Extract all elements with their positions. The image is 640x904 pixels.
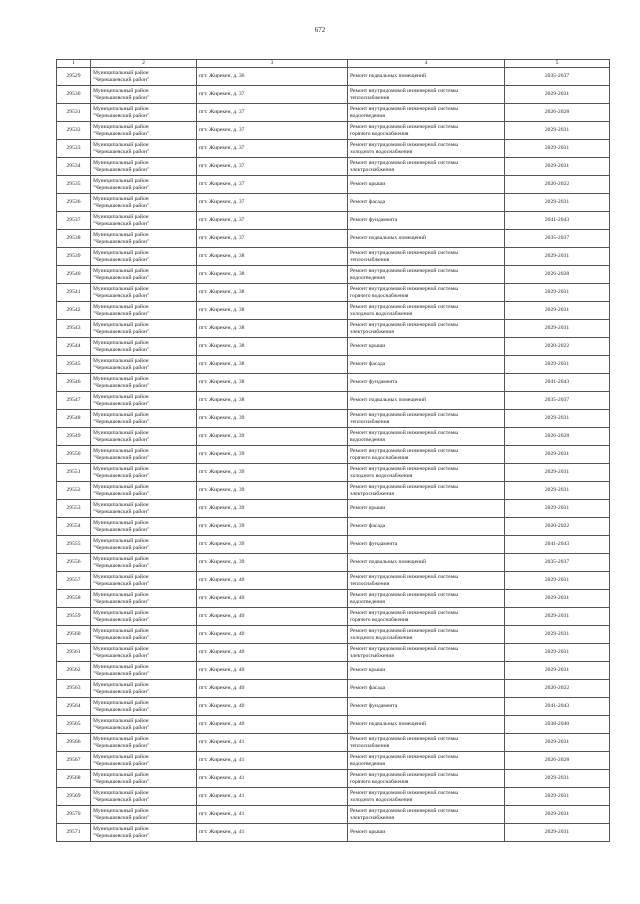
address-cell: пгт. Жирекен, д. 37 xyxy=(197,86,348,104)
table-row xyxy=(57,716,610,734)
address-cell: пгт. Жирекен, д. 38 xyxy=(197,284,348,302)
municipality-cell: Муниципальный район "Чернышевский район" xyxy=(91,482,197,500)
address-cell: пгт. Жирекен, д. 39 xyxy=(197,536,348,554)
address-cell: пгт. Жирекен, д. 41 xyxy=(197,788,348,806)
address-cell: пгт. Жирекен, д. 41 xyxy=(197,824,348,842)
period-cell: 2029-2031 xyxy=(505,626,610,644)
work-type-cell: Ремонт подвальных помещений xyxy=(348,68,505,86)
work-type-cell: Ремонт подвальных помещений xyxy=(348,716,505,734)
period-cell: 2041-2043 xyxy=(505,698,610,716)
address-cell: пгт. Жирекен, д. 41 xyxy=(197,752,348,770)
row-number: 29568 xyxy=(57,770,91,788)
work-type-cell: Ремонт внутридомовой инженерной системы холодного водоснабжения xyxy=(348,626,505,644)
period-cell: 2029-2031 xyxy=(505,446,610,464)
address-cell: пгт. Жирекен, д. 40 xyxy=(197,608,348,626)
period-cell: 2029-2031 xyxy=(505,608,610,626)
row-number: 29559 xyxy=(57,608,91,626)
row-number: 29529 xyxy=(57,68,91,86)
row-number: 29565 xyxy=(57,716,91,734)
address-cell: пгт. Жирекен, д. 37 xyxy=(197,104,348,122)
address-cell: пгт. Жирекен, д. 38 xyxy=(197,338,348,356)
work-type-cell: Ремонт внутридомовой инженерной системы электроснабжения xyxy=(348,644,505,662)
row-number: 29570 xyxy=(57,806,91,824)
address-cell: пгт. Жирекен, д. 39 xyxy=(197,518,348,536)
table-row xyxy=(57,356,610,374)
municipality-cell: Муниципальный район "Чернышевский район" xyxy=(91,158,197,176)
header-col-2: 2 xyxy=(91,60,197,68)
table-row xyxy=(57,374,610,392)
table-row xyxy=(57,338,610,356)
work-type-cell: Ремонт фасада xyxy=(348,518,505,536)
table-row xyxy=(57,626,610,644)
municipality-cell: Муниципальный район "Чернышевский район" xyxy=(91,680,197,698)
period-cell: 2020-2022 xyxy=(505,338,610,356)
municipality-cell: Муниципальный район "Чернышевский район" xyxy=(91,68,197,86)
row-number: 29558 xyxy=(57,590,91,608)
municipality-cell: Муниципальный район "Чернышевский район" xyxy=(91,626,197,644)
period-cell: 2029-2031 xyxy=(505,572,610,590)
table-row xyxy=(57,302,610,320)
header-col-4: 4 xyxy=(348,60,505,68)
period-cell: 2029-2031 xyxy=(505,356,610,374)
table-row xyxy=(57,824,610,842)
table-row xyxy=(57,608,610,626)
table-row xyxy=(57,230,610,248)
row-number: 29534 xyxy=(57,158,91,176)
row-number: 29530 xyxy=(57,86,91,104)
work-type-cell: Ремонт крыши xyxy=(348,500,505,518)
period-cell: 2029-2031 xyxy=(505,734,610,752)
municipality-cell: Муниципальный район "Чернышевский район" xyxy=(91,572,197,590)
table-row xyxy=(57,176,610,194)
row-number: 29544 xyxy=(57,338,91,356)
row-number: 29556 xyxy=(57,554,91,572)
work-type-cell: Ремонт внутридомовой инженерной системы теплоснабжения xyxy=(348,248,505,266)
row-number: 29553 xyxy=(57,500,91,518)
table-row xyxy=(57,284,610,302)
period-cell: 2029-2031 xyxy=(505,770,610,788)
repair-schedule-table xyxy=(56,59,610,842)
period-cell: 2029-2031 xyxy=(505,158,610,176)
row-number: 29548 xyxy=(57,410,91,428)
work-type-cell: Ремонт внутридомовой инженерной системы электроснабжения xyxy=(348,320,505,338)
period-cell: 2029-2031 xyxy=(505,644,610,662)
period-cell: 2026-2028 xyxy=(505,752,610,770)
municipality-cell: Муниципальный район "Чернышевский район" xyxy=(91,752,197,770)
address-cell: пгт. Жирекен, д. 39 xyxy=(197,464,348,482)
table-row xyxy=(57,158,610,176)
period-cell: 2029-2031 xyxy=(505,824,610,842)
row-number: 29547 xyxy=(57,392,91,410)
row-number: 29563 xyxy=(57,680,91,698)
address-cell: пгт. Жирекен, д. 40 xyxy=(197,698,348,716)
work-type-cell: Ремонт крыши xyxy=(348,824,505,842)
period-cell: 2029-2031 xyxy=(505,194,610,212)
row-number: 29551 xyxy=(57,464,91,482)
address-cell: пгт. Жирекен, д. 39 xyxy=(197,500,348,518)
period-cell: 2026-2028 xyxy=(505,428,610,446)
address-cell: пгт. Жирекен, д. 39 xyxy=(197,554,348,572)
row-number: 29533 xyxy=(57,140,91,158)
row-number: 29562 xyxy=(57,662,91,680)
address-cell: пгт. Жирекен, д. 38 xyxy=(197,320,348,338)
period-cell: 2029-2031 xyxy=(505,590,610,608)
table-row xyxy=(57,212,610,230)
work-type-cell: Ремонт подвальных помещений xyxy=(348,554,505,572)
period-cell: 2029-2031 xyxy=(505,464,610,482)
table-row xyxy=(57,806,610,824)
address-cell: пгт. Жирекен, д. 37 xyxy=(197,176,348,194)
table-row xyxy=(57,680,610,698)
address-cell: пгт. Жирекен, д. 37 xyxy=(197,122,348,140)
municipality-cell: Муниципальный район "Чернышевский район" xyxy=(91,554,197,572)
municipality-cell: Муниципальный район "Чернышевский район" xyxy=(91,266,197,284)
work-type-cell: Ремонт внутридомовой инженерной системы горячего водоснабжения xyxy=(348,608,505,626)
table-header xyxy=(57,60,610,68)
period-cell: 2038-2040 xyxy=(505,716,610,734)
row-number: 29569 xyxy=(57,788,91,806)
period-cell: 2029-2031 xyxy=(505,662,610,680)
work-type-cell: Ремонт внутридомовой инженерной системы электроснабжения xyxy=(348,806,505,824)
work-type-cell: Ремонт фасада xyxy=(348,356,505,374)
period-cell: 2035-2037 xyxy=(505,68,610,86)
municipality-cell: Муниципальный район "Чернышевский район" xyxy=(91,392,197,410)
work-type-cell: Ремонт внутридомовой инженерной системы водоотведения xyxy=(348,428,505,446)
period-cell: 2035-2037 xyxy=(505,230,610,248)
table-row xyxy=(57,86,610,104)
work-type-cell: Ремонт внутридомовой инженерной системы холодного водоснабжения xyxy=(348,140,505,158)
row-number: 29567 xyxy=(57,752,91,770)
row-number: 29532 xyxy=(57,122,91,140)
address-cell: пгт. Жирекен, д. 39 xyxy=(197,482,348,500)
municipality-cell: Муниципальный район "Чернышевский район" xyxy=(91,734,197,752)
period-cell: 2026-2028 xyxy=(505,266,610,284)
work-type-cell: Ремонт внутридомовой инженерной системы горячего водоснабжения xyxy=(348,770,505,788)
table-row xyxy=(57,464,610,482)
table-row xyxy=(57,500,610,518)
address-cell: пгт. Жирекен, д. 41 xyxy=(197,770,348,788)
address-cell: пгт. Жирекен, д. 38 xyxy=(197,248,348,266)
address-cell: пгт. Жирекен, д. 40 xyxy=(197,572,348,590)
work-type-cell: Ремонт внутридомовой инженерной системы водоотведения xyxy=(348,752,505,770)
municipality-cell: Муниципальный район "Чернышевский район" xyxy=(91,500,197,518)
address-cell: пгт. Жирекен, д. 38 xyxy=(197,302,348,320)
row-number: 29554 xyxy=(57,518,91,536)
period-cell: 2029-2031 xyxy=(505,86,610,104)
period-cell: 2029-2031 xyxy=(505,806,610,824)
work-type-cell: Ремонт внутридомовой инженерной системы горячего водоснабжения xyxy=(348,284,505,302)
table-row xyxy=(57,320,610,338)
row-number: 29531 xyxy=(57,104,91,122)
municipality-cell: Муниципальный район "Чернышевский район" xyxy=(91,212,197,230)
municipality-cell: Муниципальный район "Чернышевский район" xyxy=(91,104,197,122)
work-type-cell: Ремонт фундамента xyxy=(348,536,505,554)
table-row xyxy=(57,248,610,266)
row-number: 29539 xyxy=(57,248,91,266)
period-cell: 2029-2031 xyxy=(505,122,610,140)
municipality-cell: Муниципальный район "Чернышевский район" xyxy=(91,248,197,266)
municipality-cell: Муниципальный район "Чернышевский район" xyxy=(91,806,197,824)
work-type-cell: Ремонт фасада xyxy=(348,680,505,698)
work-type-cell: Ремонт крыши xyxy=(348,338,505,356)
table-row xyxy=(57,554,610,572)
municipality-cell: Муниципальный район "Чернышевский район" xyxy=(91,374,197,392)
period-cell: 2020-2022 xyxy=(505,176,610,194)
table-row xyxy=(57,68,610,86)
address-cell: пгт. Жирекен, д. 37 xyxy=(197,158,348,176)
address-cell: пгт. Жирекен, д. 38 xyxy=(197,392,348,410)
work-type-cell: Ремонт внутридомовой инженерной системы теплоснабжения xyxy=(348,572,505,590)
municipality-cell: Муниципальный район "Чернышевский район" xyxy=(91,698,197,716)
work-type-cell: Ремонт внутридомовой инженерной системы горячего водоснабжения xyxy=(348,446,505,464)
address-cell: пгт. Жирекен, д. 40 xyxy=(197,662,348,680)
row-number: 29566 xyxy=(57,734,91,752)
work-type-cell: Ремонт внутридомовой инженерной системы холодного водоснабжения xyxy=(348,788,505,806)
row-number: 29571 xyxy=(57,824,91,842)
municipality-cell: Муниципальный район "Чернышевский район" xyxy=(91,536,197,554)
period-cell: 2035-2037 xyxy=(505,392,610,410)
municipality-cell: Муниципальный район "Чернышевский район" xyxy=(91,320,197,338)
row-number: 29560 xyxy=(57,626,91,644)
row-number: 29541 xyxy=(57,284,91,302)
municipality-cell: Муниципальный район "Чернышевский район" xyxy=(91,446,197,464)
work-type-cell: Ремонт подвальных помещений xyxy=(348,392,505,410)
work-type-cell: Ремонт внутридомовой инженерной системы теплоснабжения xyxy=(348,734,505,752)
period-cell: 2029-2031 xyxy=(505,302,610,320)
period-cell: 2029-2031 xyxy=(505,788,610,806)
table-row xyxy=(57,572,610,590)
header-col-5: 5 xyxy=(505,60,610,68)
municipality-cell: Муниципальный район "Чернышевский район" xyxy=(91,86,197,104)
table-row xyxy=(57,698,610,716)
municipality-cell: Муниципальный район "Чернышевский район" xyxy=(91,716,197,734)
work-type-cell: Ремонт внутридомовой инженерной системы теплоснабжения xyxy=(348,410,505,428)
row-number: 29546 xyxy=(57,374,91,392)
table-row xyxy=(57,482,610,500)
municipality-cell: Муниципальный район "Чернышевский район" xyxy=(91,122,197,140)
address-cell: пгт. Жирекен, д. 40 xyxy=(197,680,348,698)
table-row xyxy=(57,410,610,428)
work-type-cell: Ремонт внутридомовой инженерной системы теплоснабжения xyxy=(348,86,505,104)
municipality-cell: Муниципальный район "Чернышевский район" xyxy=(91,230,197,248)
table-row xyxy=(57,662,610,680)
municipality-cell: Муниципальный район "Чернышевский район" xyxy=(91,644,197,662)
municipality-cell: Муниципальный район "Чернышевский район" xyxy=(91,518,197,536)
address-cell: пгт. Жирекен, д. 37 xyxy=(197,230,348,248)
work-type-cell: Ремонт крыши xyxy=(348,176,505,194)
municipality-cell: Муниципальный район "Чернышевский район" xyxy=(91,662,197,680)
period-cell: 2026-2028 xyxy=(505,104,610,122)
address-cell: пгт. Жирекен, д. 41 xyxy=(197,734,348,752)
row-number: 29561 xyxy=(57,644,91,662)
municipality-cell: Муниципальный район "Чернышевский район" xyxy=(91,284,197,302)
work-type-cell: Ремонт внутридомовой инженерной системы электроснабжения xyxy=(348,158,505,176)
row-number: 29557 xyxy=(57,572,91,590)
row-number: 29550 xyxy=(57,446,91,464)
period-cell: 2029-2031 xyxy=(505,410,610,428)
municipality-cell: Муниципальный район "Чернышевский район" xyxy=(91,194,197,212)
row-number: 29549 xyxy=(57,428,91,446)
table-row xyxy=(57,446,610,464)
work-type-cell: Ремонт внутридомовой инженерной системы электроснабжения xyxy=(348,482,505,500)
work-type-cell: Ремонт внутридомовой инженерной системы водоотведения xyxy=(348,104,505,122)
work-type-cell: Ремонт фасада xyxy=(348,194,505,212)
row-number: 29543 xyxy=(57,320,91,338)
table-row xyxy=(57,770,610,788)
period-cell: 2020-2022 xyxy=(505,518,610,536)
header-row xyxy=(57,60,610,68)
work-type-cell: Ремонт подвальных помещений xyxy=(348,230,505,248)
address-cell: пгт. Жирекен, д. 39 xyxy=(197,410,348,428)
municipality-cell: Муниципальный район "Чернышевский район" xyxy=(91,464,197,482)
municipality-cell: Муниципальный район "Чернышевский район" xyxy=(91,770,197,788)
address-cell: пгт. Жирекен, д. 37 xyxy=(197,194,348,212)
table-row xyxy=(57,266,610,284)
work-type-cell: Ремонт внутридомовой инженерной системы водоотведения xyxy=(348,590,505,608)
municipality-cell: Муниципальный район "Чернышевский район" xyxy=(91,590,197,608)
table-row xyxy=(57,194,610,212)
row-number: 29555 xyxy=(57,536,91,554)
period-cell: 2029-2031 xyxy=(505,248,610,266)
row-number: 29538 xyxy=(57,230,91,248)
table-row xyxy=(57,788,610,806)
address-cell: пгт. Жирекен, д. 38 xyxy=(197,356,348,374)
municipality-cell: Муниципальный район "Чернышевский район" xyxy=(91,788,197,806)
row-number: 29542 xyxy=(57,302,91,320)
page-number: 672 xyxy=(314,26,326,34)
address-cell: пгт. Жирекен, д. 40 xyxy=(197,626,348,644)
row-number: 29537 xyxy=(57,212,91,230)
address-cell: пгт. Жирекен, д. 40 xyxy=(197,716,348,734)
municipality-cell: Муниципальный район "Чернышевский район" xyxy=(91,356,197,374)
period-cell: 2020-2022 xyxy=(505,680,610,698)
municipality-cell: Муниципальный район "Чернышевский район" xyxy=(91,410,197,428)
municipality-cell: Муниципальный район "Чернышевский район" xyxy=(91,608,197,626)
row-number: 29540 xyxy=(57,266,91,284)
municipality-cell: Муниципальный район "Чернышевский район" xyxy=(91,302,197,320)
address-cell: пгт. Жирекен, д. 40 xyxy=(197,590,348,608)
work-type-cell: Ремонт фундамента xyxy=(348,212,505,230)
table-row xyxy=(57,140,610,158)
work-type-cell: Ремонт внутридомовой инженерной системы холодного водоснабжения xyxy=(348,464,505,482)
address-cell: пгт. Жирекен, д. 37 xyxy=(197,140,348,158)
row-number: 29545 xyxy=(57,356,91,374)
table-row xyxy=(57,518,610,536)
municipality-cell: Муниципальный район "Чернышевский район" xyxy=(91,140,197,158)
address-cell: пгт. Жирекен, д. 38 xyxy=(197,266,348,284)
work-type-cell: Ремонт внутридомовой инженерной системы водоотведения xyxy=(348,266,505,284)
address-cell: пгт. Жирекен, д. 39 xyxy=(197,446,348,464)
period-cell: 2041-2043 xyxy=(505,374,610,392)
work-type-cell: Ремонт фундамента xyxy=(348,698,505,716)
period-cell: 2029-2031 xyxy=(505,284,610,302)
municipality-cell: Муниципальный район "Чернышевский район" xyxy=(91,176,197,194)
table-row xyxy=(57,644,610,662)
address-cell: пгт. Жирекен, д. 40 xyxy=(197,644,348,662)
period-cell: 2029-2031 xyxy=(505,320,610,338)
table-row xyxy=(57,536,610,554)
header-col-3: 3 xyxy=(197,60,348,68)
municipality-cell: Муниципальный район "Чернышевский район" xyxy=(91,824,197,842)
period-cell: 2041-2043 xyxy=(505,212,610,230)
table-row xyxy=(57,104,610,122)
table-row xyxy=(57,392,610,410)
table-row xyxy=(57,428,610,446)
address-cell: пгт. Жирекен, д. 37 xyxy=(197,212,348,230)
table-body xyxy=(57,68,610,842)
period-cell: 2029-2031 xyxy=(505,500,610,518)
row-number: 29552 xyxy=(57,482,91,500)
row-number: 29536 xyxy=(57,194,91,212)
period-cell: 2029-2031 xyxy=(505,482,610,500)
work-type-cell: Ремонт внутридомовой инженерной системы холодного водоснабжения xyxy=(348,302,505,320)
period-cell: 2035-2037 xyxy=(505,554,610,572)
address-cell: пгт. Жирекен, д. 38 xyxy=(197,374,348,392)
table-row xyxy=(57,590,610,608)
table-row xyxy=(57,752,610,770)
address-cell: пгт. Жирекен, д. 41 xyxy=(197,806,348,824)
row-number: 29564 xyxy=(57,698,91,716)
municipality-cell: Муниципальный район "Чернышевский район" xyxy=(91,338,197,356)
work-type-cell: Ремонт фундамента xyxy=(348,374,505,392)
header-col-1: 1 xyxy=(57,60,91,68)
work-type-cell: Ремонт крыши xyxy=(348,662,505,680)
address-cell: пгт. Жирекен, д. 36 xyxy=(197,68,348,86)
row-number: 29535 xyxy=(57,176,91,194)
period-cell: 2041-2043 xyxy=(505,536,610,554)
table-row xyxy=(57,122,610,140)
period-cell: 2029-2031 xyxy=(505,140,610,158)
work-type-cell: Ремонт внутридомовой инженерной системы горячего водоснабжения xyxy=(348,122,505,140)
table-row xyxy=(57,734,610,752)
municipality-cell: Муниципальный район "Чернышевский район" xyxy=(91,428,197,446)
address-cell: пгт. Жирекен, д. 39 xyxy=(197,428,348,446)
